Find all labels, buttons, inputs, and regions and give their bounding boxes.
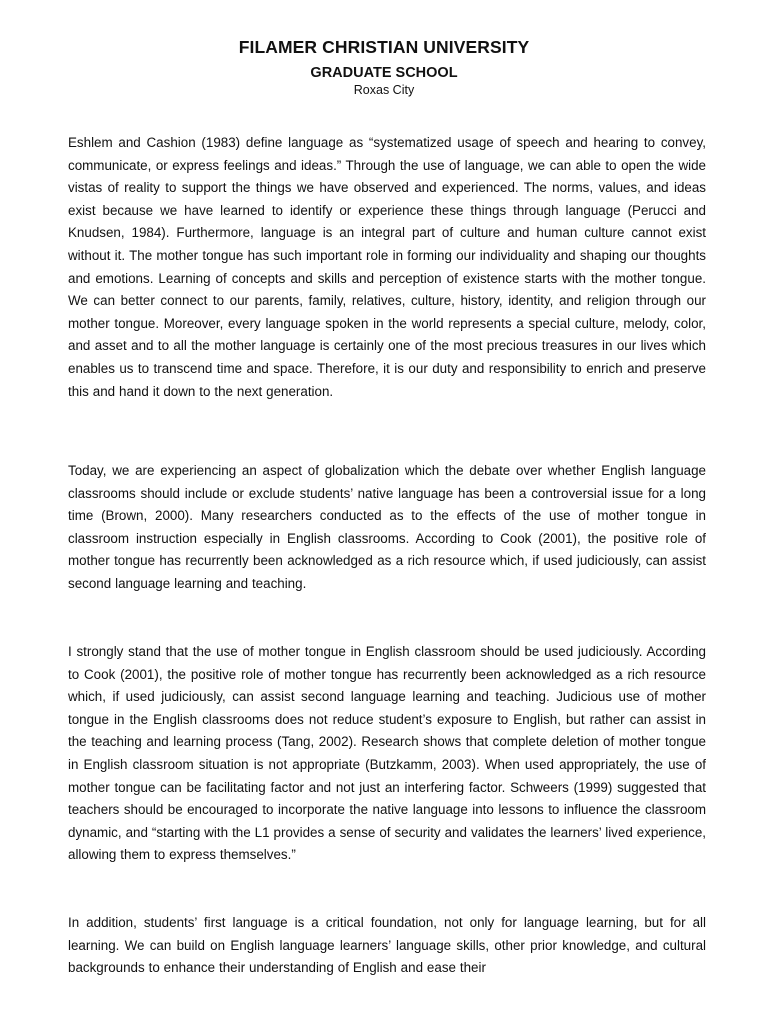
graduate-school-heading: GRADUATE SCHOOL xyxy=(310,65,458,81)
city-subtitle: Roxas City xyxy=(353,83,415,97)
university-name: FILAMER CHRISTIAN UNIVERSITY xyxy=(238,37,530,57)
paragraph-4: In addition, students’ first language is a critical foundation, not only for language learning, but for all learning. We can build on English language learners’ language skills, other prior knowledge, and cultural backgrounds to enhance their understanding of English and ease their xyxy=(68,915,706,976)
paragraph-3: I strongly stand that the use of mother tongue in English classroom should be used judiciously. According to Cook (2001), the positive role of mother tongue has recurrently been acknowledged as a rich resource which, if used judiciously, can assist second language learning and teaching. Judicious use of mother tongue in the English classrooms does not reduce student’s exposure to English, but rather can assist in the teaching and learning process (Tang, 2002). Research shows that complete deletion of mother tongue in English classroom situation is not appropriate (Butzkamm, 2003). When used appropriately, the use of mother tongue can be facilitating factor and not just an interfering factor. Schweers (1999) suggested that teachers should be encouraged to incorporate the native language into lessons to influence the classroom dynamic, and “starting with the L1 provides a sense of security and validates the learners’ lived experience, allowing them to express themselves.” xyxy=(68,644,706,863)
paragraph-1: Eshlem and Cashion (1983) define language as “systematized usage of speech and hearing to convey, communicate, or express feelings and ideas.” Through the use of language, we can able to open the wide vistas of reality to support the things we have observed and experienced. The norms, values, and ideas exist because we have learned to identify or experience these things through language (Perucci and Knudsen, 1984). Furthermore, language is an integral part of culture and human culture cannot exist without it. The mother tongue has such important role in forming our individuality and shaping our thoughts and emotions. Learning of concepts and skills and perception of existence starts with the mother tongue. We can better connect to our parents, family, relatives, culture, history, identity, and religion through our mother tongue. Moreover, every language spoken in the world represents a special culture, melody, color, and asset and to all the mother language is certainly one of the most precious treasures in our lives which enables us to transcend time and space. Therefore, it is our duty and responsibility to enrich and preserve this and hand it down to the next generation. xyxy=(68,135,706,399)
paragraph-2: Today, we are experiencing an aspect of globalization which the debate over whether English language classrooms should include or exclude students’ native language has been a controversial issue for a long time (Brown, 2000). Many researchers conducted as to the effects of the use of mother tongue in classroom instruction especially in English classrooms. According to Cook (2001), the positive role of mother tongue has recurrently been acknowledged as a rich resource which, if used judiciously, can assist second language learning and teaching. xyxy=(68,463,706,591)
